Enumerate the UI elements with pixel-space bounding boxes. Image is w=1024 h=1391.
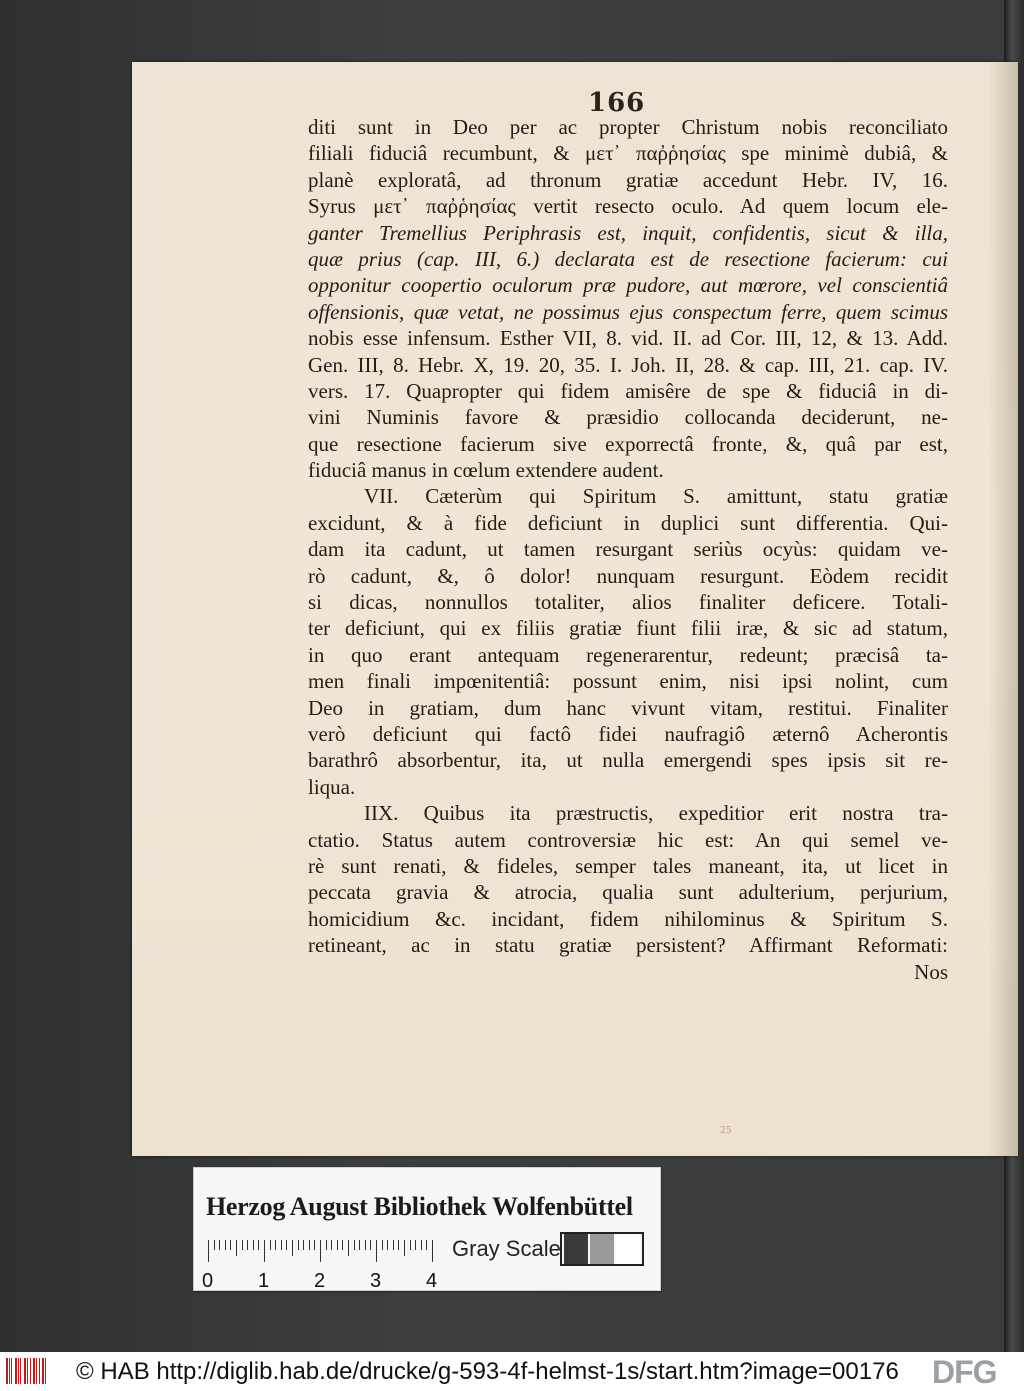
barcode-stripe: [45, 1358, 46, 1384]
ruler-tick: [230, 1240, 231, 1250]
text-line: Syrus μετ᾽ παῤῥησίας vertit resecto oculo. Ad quem locum ele-: [308, 194, 948, 219]
ruler-number: 2: [314, 1270, 326, 1292]
ruler-tick: [337, 1240, 338, 1250]
barcode-stripe: [42, 1358, 44, 1384]
text-line: quæ prius (cap. III, 6.) declarata est de resectione facierum: cui: [308, 246, 948, 271]
text-line: que resectione facierum sive exporrectâ fronte, &, quâ par est,: [308, 431, 948, 456]
text-line: offensionis, quæ vetat, ne possimus ejus conspectum ferre, quem scimus: [308, 299, 948, 324]
text-line: vini Numinis favore & præsidio collocanda deciderunt, ne-: [308, 405, 948, 430]
text-line: opponitur coopertio oculorum præ pudore, aut mœrore, vel conscientiâ: [308, 273, 948, 298]
text-line: nobis esse infensum. Esther VII, 8. vid. II. ad Cor. III, 12, & 13. Add.: [308, 326, 948, 351]
page-text-block: [308, 114, 948, 985]
footer-url[interactable]: © HAB http://diglib.hab.de/drucke/g-593-4f-helmst-1s/start.htm?image=00176: [76, 1358, 899, 1385]
text-line: barathrô absorbentur, ita, ut nulla emergendi spes ipsis sit re-: [308, 748, 948, 773]
ruler-tick: [247, 1240, 248, 1250]
ruler-tick: [292, 1240, 293, 1256]
text-line: peccata gravia & atrocia, qualia sunt adulterium, perjurium,: [308, 880, 948, 905]
text-line: rè sunt renati, & fideles, semper tales maneant, ita, ut licet in: [308, 853, 948, 878]
barcode-stripe: [39, 1358, 40, 1384]
text-line: liqua.: [308, 774, 356, 799]
text-line: ter deficiunt, qui ex filiis gratiæ fiunt filii iræ, & sic ad statum,: [308, 616, 948, 641]
library-title: Herzog August Bibliothek Wolfenbüttel: [206, 1192, 633, 1221]
page-gutter-shadow: [988, 62, 1018, 1156]
gray-swatch: [590, 1234, 614, 1264]
barcode-icon: [6, 1358, 48, 1384]
barcode-stripe: [36, 1358, 37, 1384]
gray-swatch: [616, 1234, 640, 1264]
ruler-number: 3: [370, 1270, 382, 1292]
ruler-tick: [286, 1240, 287, 1250]
barcode-stripe: [6, 1358, 8, 1384]
ruler-tick: [320, 1240, 321, 1262]
text-line: vers. 17. Quapropter qui fidem amisêre de spe & fiduciâ in di-: [308, 378, 948, 403]
ruler-tick: [342, 1240, 343, 1250]
gray-swatch: [564, 1234, 588, 1264]
text-line: excidunt, & à fide deficiunt in duplici sunt differentia. Qui-: [308, 510, 948, 535]
ruler-tick: [354, 1240, 355, 1250]
ruler-tick: [331, 1240, 332, 1250]
ruler-tick: [404, 1240, 405, 1256]
text-line: retineant, ac in statu gratiæ persistent? Affirmant Reformati:: [308, 933, 948, 958]
ruler-tick: [303, 1240, 304, 1250]
ruler-number: 0: [202, 1270, 214, 1292]
ruler-number: 4: [426, 1270, 438, 1292]
text-line: ctatio. Status autem controversiæ hic est: An qui semel ve-: [308, 827, 948, 852]
ruler-tick: [348, 1240, 349, 1256]
ruler-tick: [387, 1240, 388, 1250]
text-line: in quo erant antequam regenerarentur, redeunt; præcisâ ta-: [308, 642, 948, 667]
hab-color-card: [193, 1167, 661, 1291]
text-line: homicidium &c. incidant, fidem nihilominus & Spiritum S.: [308, 906, 948, 931]
text-line: Gen. III, 8. Hebr. X, 19. 20, 35. I. Joh. II, 28. & cap. III, 21. cap. IV.: [308, 352, 948, 377]
ruler-tick: [253, 1240, 254, 1250]
text-line: si dicas, nonnullos totaliter, alios finaliter deficere. Totali-: [308, 590, 948, 615]
barcode-stripe: [27, 1358, 28, 1384]
barcode-stripe: [30, 1358, 31, 1384]
ruler-tick: [236, 1240, 237, 1256]
ruler-tick: [309, 1240, 310, 1250]
page-number: 166: [588, 88, 646, 118]
ruler-tick: [275, 1240, 276, 1250]
barcode-stripe: [33, 1358, 35, 1384]
text-line: diti sunt in Deo per ac propter Christum nobis reconciliato: [308, 115, 948, 139]
text-line: IIX. Quibus ita præstructis, expeditior erit nostra tra-: [364, 801, 948, 826]
ruler-tick: [393, 1240, 394, 1250]
text-line: planè exploratâ, ad thronum gratiæ accedunt Hebr. IV, 16.: [308, 167, 948, 192]
text-line: verò deficiunt qui factô fidei naufragiô æternô Acherontis: [308, 721, 948, 746]
ruler-tick: [426, 1240, 427, 1250]
ruler-tick: [208, 1240, 209, 1262]
ruler-tick: [298, 1240, 299, 1250]
ruler-tick: [281, 1240, 282, 1250]
text-line: fiduciâ manus in cœlum extendere audent.: [308, 458, 664, 483]
ruler-tick: [219, 1240, 220, 1250]
ruler-tick: [258, 1240, 259, 1250]
barcode-stripe: [20, 1358, 21, 1384]
text-line: filiali fiduciâ recumbunt, & μετ᾽ παῤῥησίας spe minimè dubiâ, &: [308, 141, 948, 166]
ruler-tick: [410, 1240, 411, 1250]
ruler-tick: [421, 1240, 422, 1250]
ruler-tick: [326, 1240, 327, 1250]
ruler-tick: [242, 1240, 243, 1250]
ruler-tick: [432, 1240, 433, 1262]
text-line: Deo in gratiam, dum hanc vivunt vitam, restitui. Finaliter: [308, 695, 948, 720]
ruler-tick: [225, 1240, 226, 1250]
ruler-tick: [314, 1240, 315, 1250]
dfg-logo: DFG: [932, 1354, 997, 1390]
ruler-scale: [208, 1240, 434, 1262]
ruler-tick: [415, 1240, 416, 1250]
ruler-number: 1: [258, 1270, 270, 1292]
ruler-tick: [365, 1240, 366, 1250]
barcode-stripe: [11, 1358, 12, 1384]
text-line: Nos: [914, 959, 948, 984]
ruler-tick: [270, 1240, 271, 1250]
barcode-stripe: [9, 1358, 10, 1384]
barcode-stripe: [24, 1358, 26, 1384]
ruler-tick: [398, 1240, 399, 1250]
text-line: men finali impœnitentiâ: possunt enim, nisi ipsi nolint, cum: [308, 669, 948, 694]
text-line: dam ita cadunt, ut tamen resurgant seriùs ocyùs: quidam ve-: [308, 537, 948, 562]
ruler-tick: [382, 1240, 383, 1250]
barcode-stripe: [15, 1358, 17, 1384]
ruler-tick: [359, 1240, 360, 1250]
barcode-stripe: [18, 1358, 19, 1384]
text-line: ganter Tremellius Periphrasis est, inquit, confidentis, sicut & illa,: [308, 220, 948, 245]
text-line: rò cadunt, &, ô dolor! nunquam resurgunt. Eòdem recidit: [308, 563, 948, 588]
ruler-tick: [264, 1240, 265, 1262]
signature-mark: 25: [720, 1126, 732, 1136]
ruler-tick: [214, 1240, 215, 1250]
text-line: VII. Cæterùm qui Spiritum S. amittunt, statu gratiæ: [364, 484, 948, 509]
footer-bar: [0, 1352, 1024, 1391]
ruler-tick: [376, 1240, 377, 1262]
ruler-tick: [370, 1240, 371, 1250]
gray-scale-label: Gray Scale: [452, 1236, 561, 1261]
